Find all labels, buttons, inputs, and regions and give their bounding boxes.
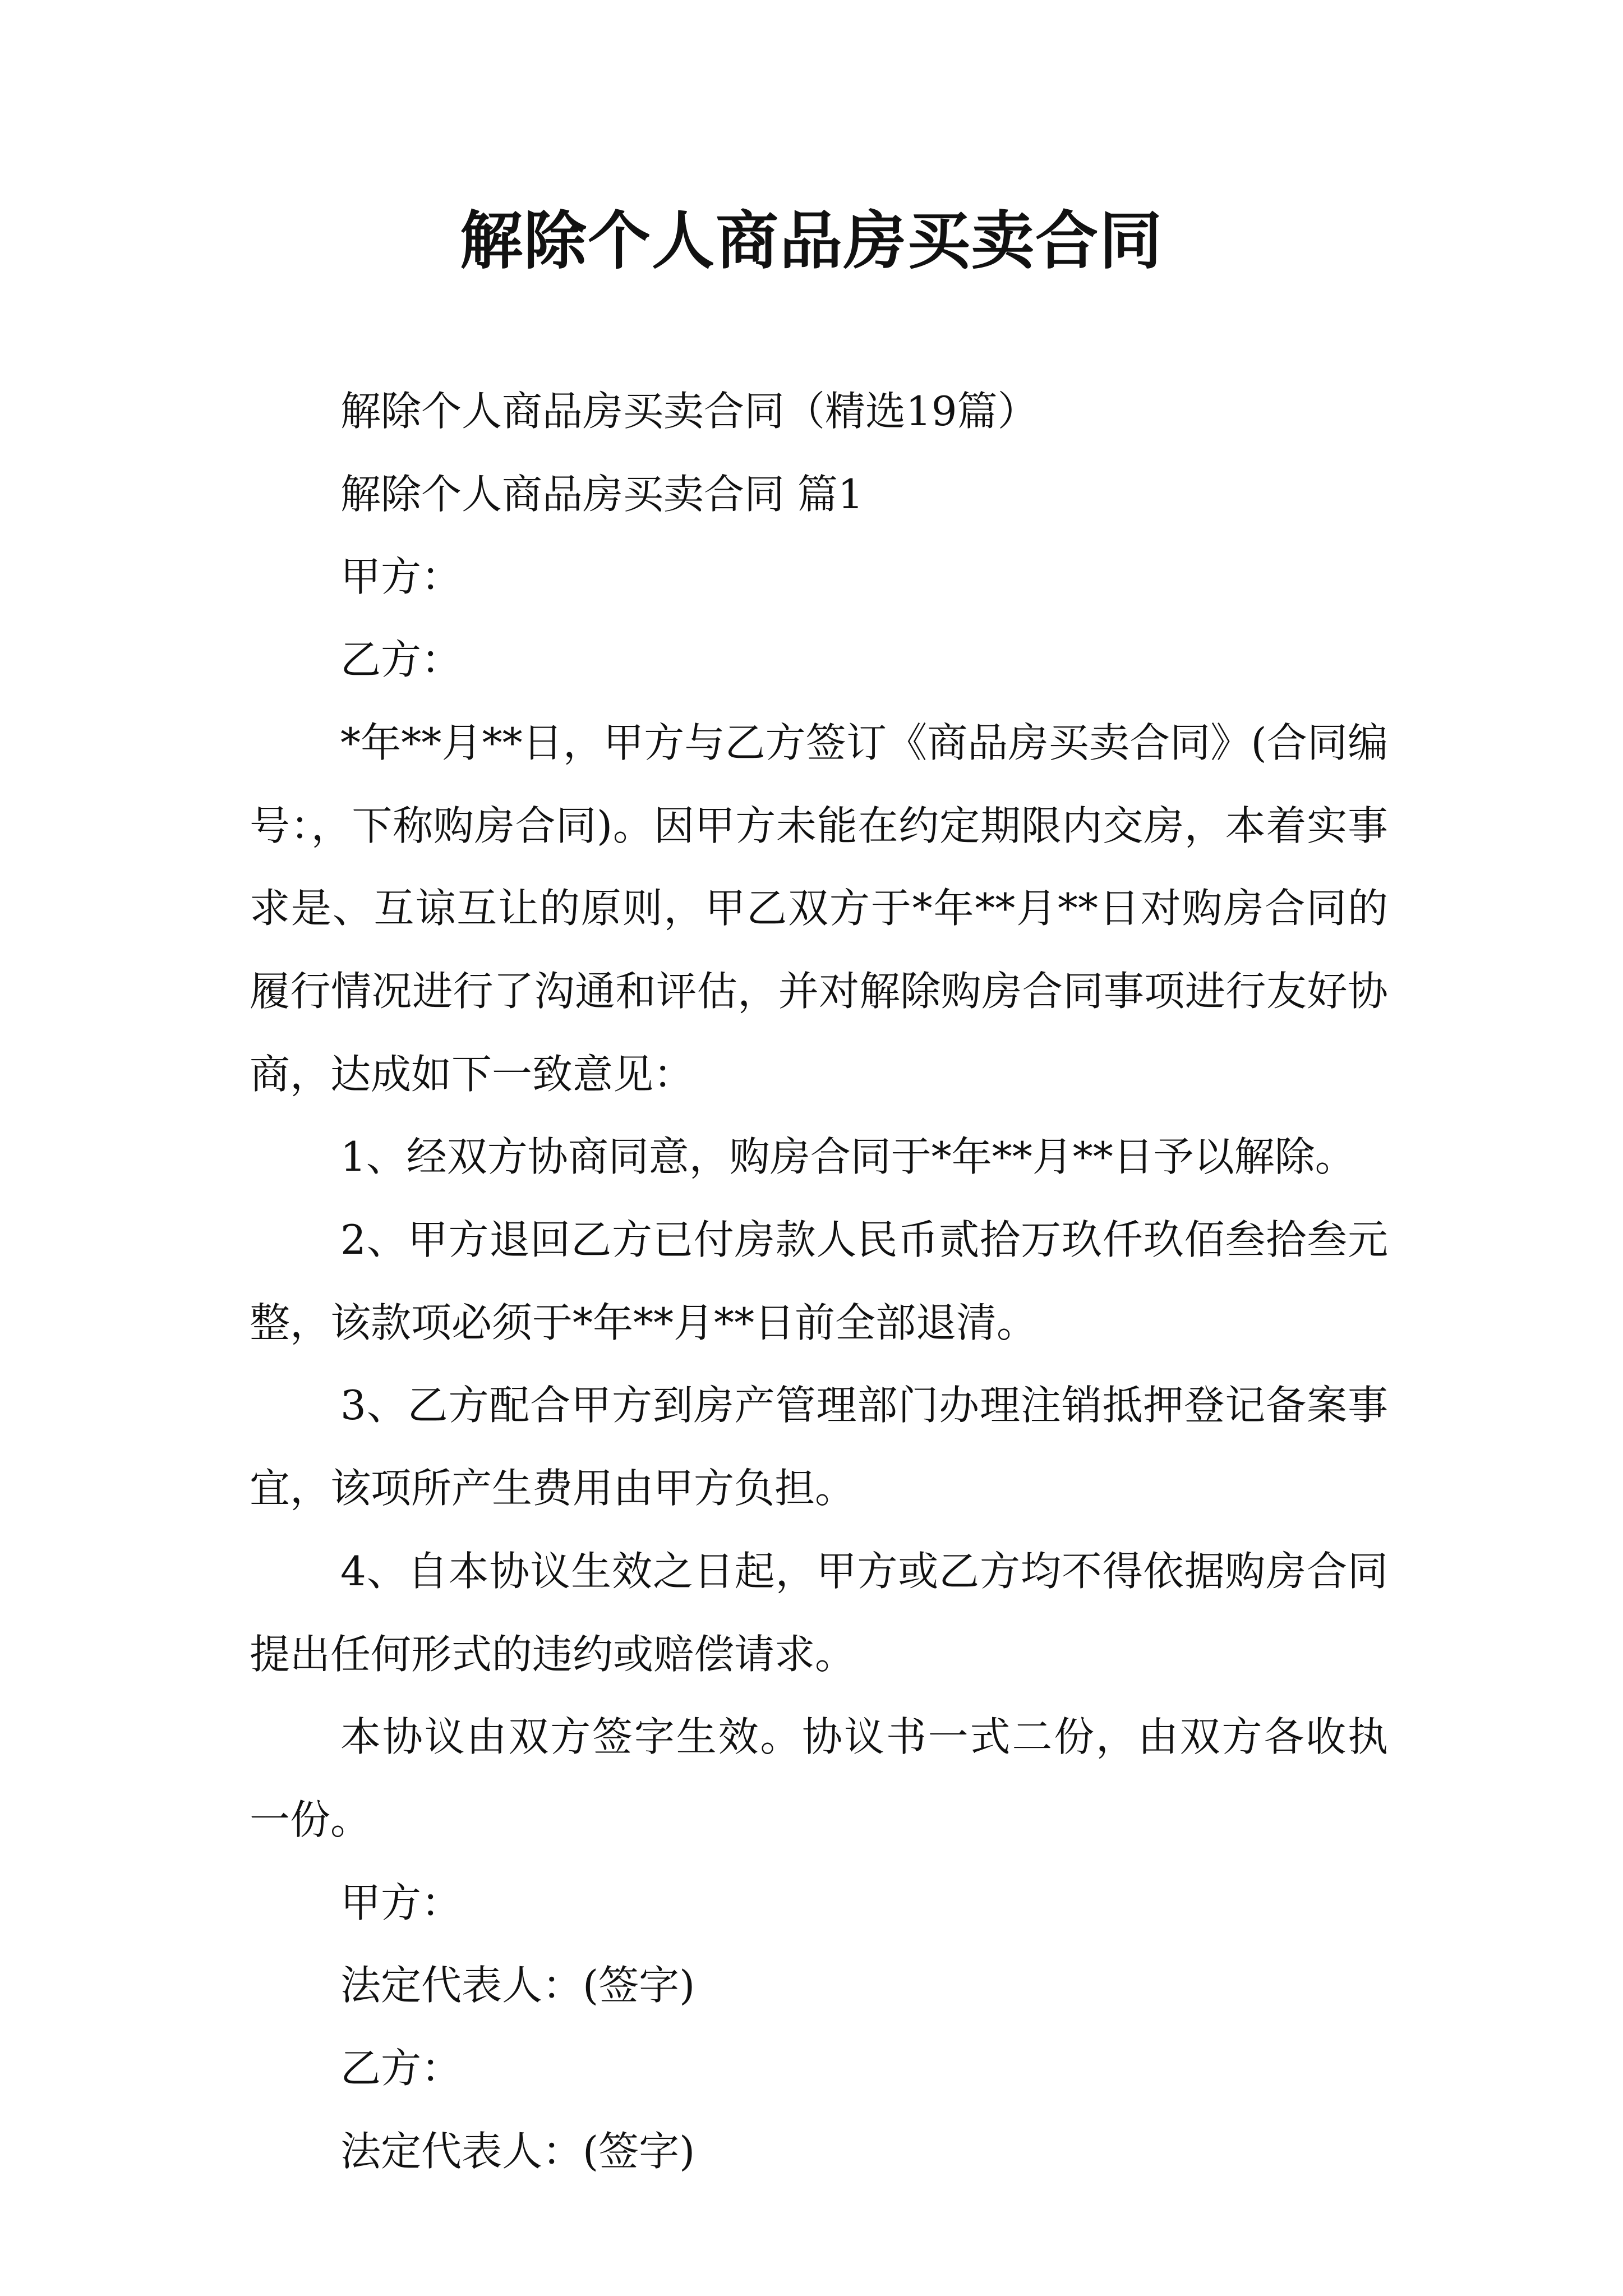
section-heading: 解除个人商品房买卖合同 篇1 <box>340 470 864 518</box>
signature-party-b-rep: 法定代表人：(签字) <box>340 2127 695 2175</box>
party-b-header: 乙方： <box>340 636 462 684</box>
signature-party-a-rep: 法定代表人：(签字) <box>340 1962 695 2009</box>
party-a-header: 甲方： <box>340 553 462 601</box>
clause-3: 3、乙方配合甲方到房产管理部门办理注销抵押登记备案事宜，该项所产生费用由甲方负担。 <box>250 1382 1388 1512</box>
effect-paragraph: 本协议由双方签字生效。协议书一式二份，由双方各收执一份。 <box>250 1713 1388 1843</box>
signature-party-a: 甲方： <box>340 1879 462 1926</box>
signature-party-b: 乙方： <box>340 2045 462 2092</box>
clause-1: 1、经双方协商同意，购房合同于*年**月**日予以解除。 <box>340 1133 1355 1181</box>
clause-4: 4、自本协议生效之日起，甲方或乙方均不得依据购房合同提出任何形式的违约或赔偿请求。 <box>250 1547 1388 1678</box>
document-subtitle: 解除个人商品房买卖合同（精选19篇） <box>340 388 1038 435</box>
document-body <box>250 370 1388 2193</box>
document-title: 解除个人商品房买卖合同 <box>460 205 1163 278</box>
intro-paragraph: *年**月**日，甲方与乙方签订《商品房买卖合同》(合同编号：，下称购房合同)。因甲方未能在约定期限内交房，本着实事求是、互谅互让的原则，甲乙双方于*年**月**日对购房合同的履行情况进行了沟通和评估，并对解除购房合同事项进行友好协商，达成如下一致意见： <box>250 719 1388 1098</box>
clause-2: 2、甲方退回乙方已付房款人民币贰拾万玖仟玖佰叁拾叁元整，该款项必须于*年**月**日前全部退清。 <box>250 1216 1388 1346</box>
